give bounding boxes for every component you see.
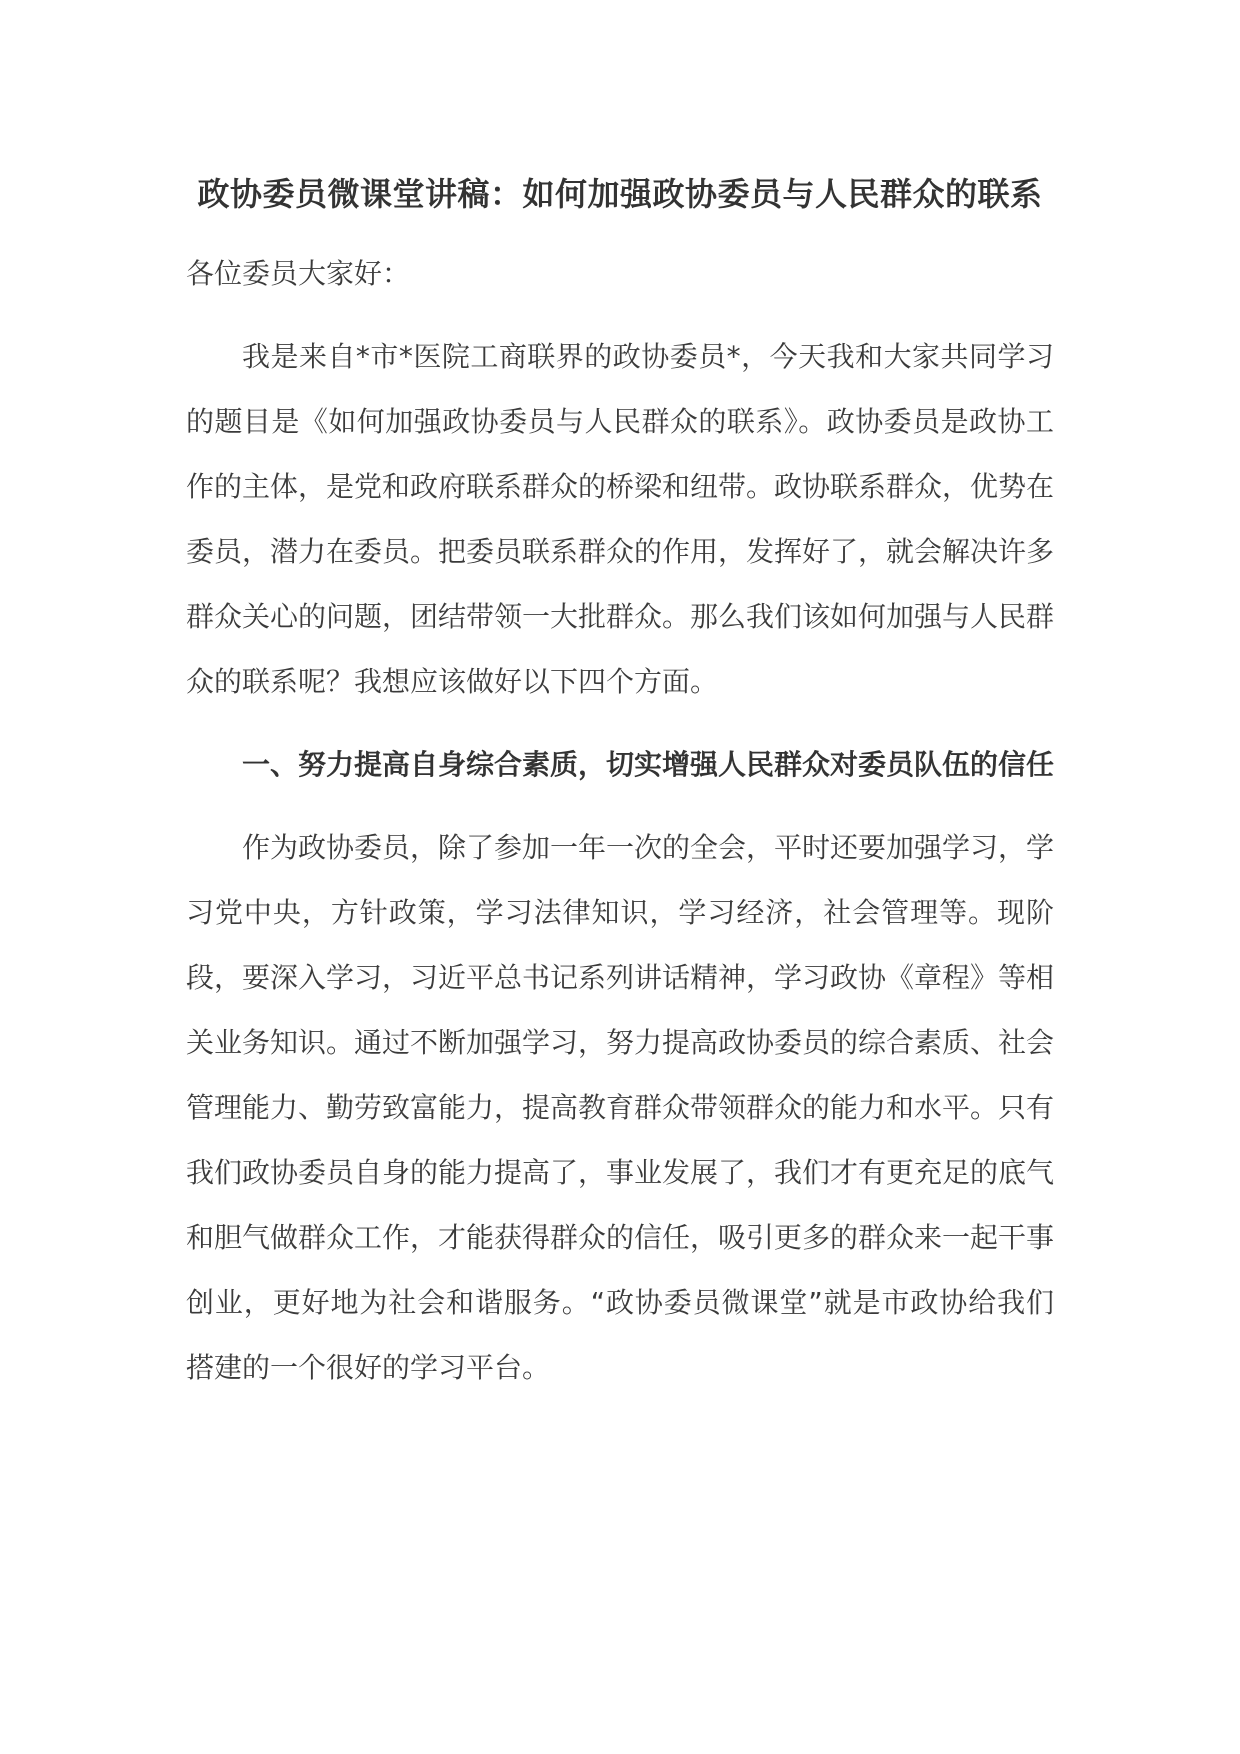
greeting: 各位委员大家好：	[186, 257, 411, 290]
document-title: 政协委员微课堂讲稿：如何加强政协委员与人民群众的联系	[197, 175, 1043, 213]
section-heading-1: 一、努力提高自身综合素质，切实增强人民群众对委员队伍的信任	[242, 748, 1055, 781]
document-page	[186, 162, 1054, 1400]
intro-paragraph: 我是来自*市*医院工商联界的政协委员*，今天我和大家共同学习的题目是《如何加强政协委员与人民群众的联系》。政协委员是政协工作的主体，是党和政府联系群众的桥梁和纽带。政协联系群众，优势在委员，潜力在委员。把委员联系群众的作用，发挥好了，就会解决许多群众关心的问题，团结带领一大批群众。那么我们该如何加强与人民群众的联系呢？我想应该做好以下四个方面。	[186, 340, 1055, 698]
section-1-paragraph: 作为政协委员，除了参加一年一次的全会，平时还要加强学习，学习党中央，方针政策，学习法律知识，学习经济，社会管理等。现阶段，要深入学习，习近平总书记系列讲话精神，学习政协《章程》等相关业务知识。通过不断加强学习，努力提高政协委员的综合素质、社会管理能力、勤劳致富能力，提高教育群众带领群众的能力和水平。只有我们政协委员自身的能力提高了，事业发展了，我们才有更充足的底气和胆气做群众工作，才能获得群众的信任，吸引更多的群众来一起干事创业，更好地为社会和谐服务。“政协委员微课堂”就是市政协给我们搭建的一个很好的学习平台。	[186, 831, 1055, 1384]
